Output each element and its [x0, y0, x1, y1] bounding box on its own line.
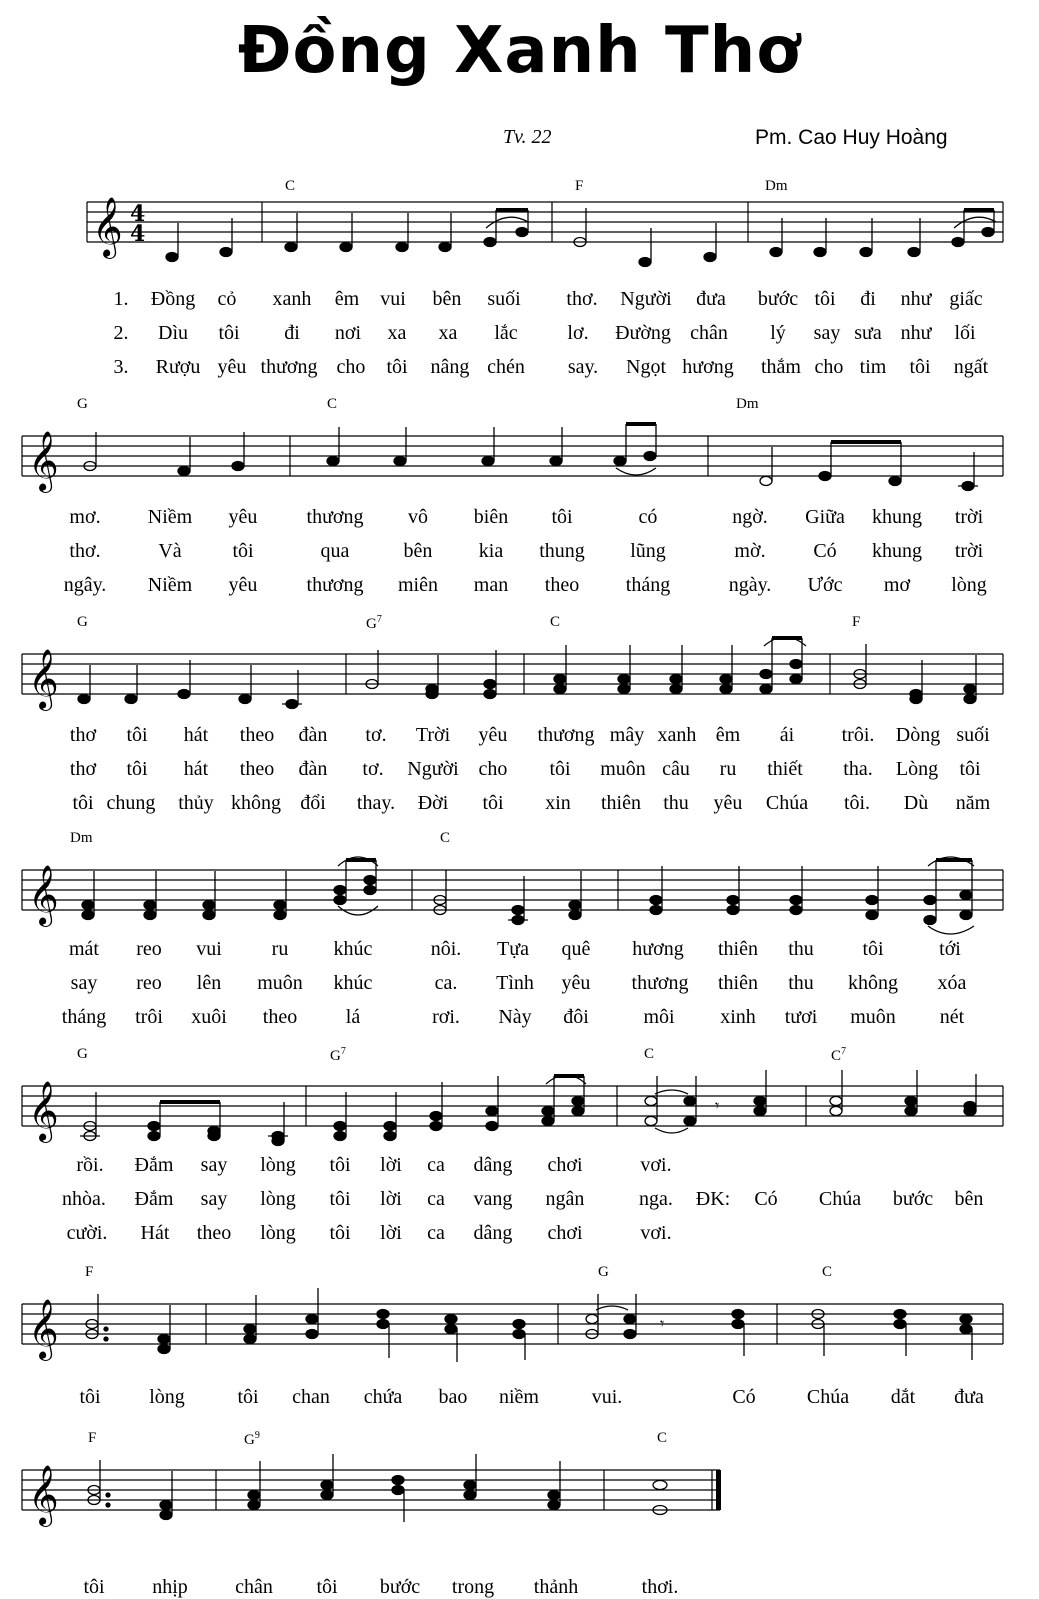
lyric-syllable: câu	[662, 758, 690, 780]
lyric-syllable: Đắm	[134, 1188, 174, 1210]
lyric-syllable: tôi	[551, 506, 573, 528]
lyric-syllable: 3.	[113, 356, 129, 378]
lyric-syllable: thu	[788, 972, 814, 994]
lyric-syllable: cười.	[66, 1222, 108, 1244]
lyric-syllable: Có	[732, 1386, 756, 1408]
lyric-syllable: năm	[955, 792, 991, 814]
lyric-syllable: lơ.	[567, 322, 589, 344]
lyric-syllable: ca	[427, 1222, 445, 1244]
lyric-syllable: ngờ.	[732, 506, 768, 528]
lyric-syllable: mây	[609, 724, 645, 746]
lyric-syllable: theo	[239, 724, 275, 746]
lyric-syllable: nhòa.	[62, 1188, 106, 1210]
lyric-syllable: Chúa	[818, 1188, 862, 1210]
composer-credit: Pm. Cao Huy Hoàng	[755, 126, 948, 149]
lyric-syllable: Rượu	[155, 356, 201, 378]
lyric-syllable: Niềm	[147, 506, 193, 528]
lyric-syllable: đổi	[300, 792, 326, 814]
lyric-syllable: tôi	[329, 1154, 351, 1176]
lyric-syllable: chân	[690, 322, 728, 344]
lyric-syllable: tôi	[549, 758, 571, 780]
lyric-syllable: say	[70, 972, 98, 994]
lyric-syllable: cho	[478, 758, 508, 780]
lyric-syllable: lối	[954, 322, 976, 344]
lyric-syllable: đàn	[298, 758, 328, 780]
lyric-syllable: nôi.	[430, 938, 462, 960]
lyric-syllable: Ngọt	[626, 356, 666, 378]
lyric-syllable: tôi	[126, 758, 148, 780]
lyric-syllable: thu	[663, 792, 689, 814]
lyric-syllable: lòng	[260, 1154, 296, 1176]
lyric-syllable: dâng	[473, 1154, 513, 1176]
chord-symbol: F	[85, 1264, 94, 1280]
lyric-syllable: Và	[158, 540, 182, 562]
lyric-syllable: xa	[438, 322, 458, 344]
lyric-syllable: say	[200, 1188, 228, 1210]
lyric-syllable: tôi	[482, 792, 504, 814]
lyric-syllable: vô	[408, 506, 428, 528]
lyric-syllable: ca	[427, 1154, 445, 1176]
lyric-syllable: Đồng	[150, 288, 196, 310]
svg-text:𝄾: 𝄾	[660, 1316, 665, 1333]
lyric-syllable: khung	[872, 540, 922, 562]
lyric-syllable: quê	[561, 938, 591, 960]
lyric-syllable: Hát	[140, 1222, 170, 1244]
chord-symbol: Dm	[765, 178, 788, 194]
treble-clef-icon: 𝄞	[28, 1081, 59, 1141]
chord-symbol: F	[575, 178, 584, 194]
music-system-5	[0, 1046, 1039, 1246]
staff-4	[0, 830, 1039, 940]
lyric-syllable: Tựa	[497, 938, 529, 960]
lyric-syllable: đàn	[298, 724, 328, 746]
lyric-syllable: tháng	[625, 574, 671, 596]
lyric-syllable: 2.	[113, 322, 129, 344]
staff-6	[0, 1264, 1039, 1374]
lyric-syllable: Trời	[415, 724, 451, 746]
lyric-syllable: cho	[814, 356, 844, 378]
chord-symbol: $C^7$	[831, 1046, 847, 1064]
chord-symbol: Dm	[70, 830, 93, 846]
lyric-syllable: nét	[939, 1006, 965, 1028]
lyric-syllable: Này	[498, 1006, 532, 1028]
lyric-syllable: cỏ	[217, 288, 237, 310]
lyric-syllable: nâng	[430, 356, 470, 378]
chord-symbol: G	[77, 396, 88, 412]
lyric-syllable: thay.	[356, 792, 396, 814]
lyric-syllable: ca.	[434, 972, 458, 994]
lyric-syllable: bên	[432, 288, 462, 310]
lyric-syllable: xanh	[657, 724, 697, 746]
chord-symbol: $G^9$	[244, 1430, 260, 1448]
lyric-syllable: thắm	[761, 356, 801, 378]
lyric-syllable: môi	[643, 1006, 675, 1028]
lyric-syllable: lời	[380, 1154, 402, 1176]
lyric-syllable: cho	[336, 356, 366, 378]
lyric-syllable: chén	[487, 356, 525, 378]
lyric-syllable: tôi	[83, 1576, 105, 1598]
lyric-syllable: xuôi	[191, 1006, 227, 1028]
lyric-syllable: thủy	[178, 792, 214, 814]
lyric-syllable: thơ	[69, 758, 97, 780]
treble-clef-icon: 𝄞	[28, 431, 59, 491]
lyric-syllable: tôi.	[843, 792, 871, 814]
notes-1	[166, 208, 996, 267]
lyric-syllable: Dù	[903, 792, 929, 814]
lyric-syllable: Người	[407, 758, 459, 780]
lyric-syllable: theo	[196, 1222, 232, 1244]
psalm-reference: Tv. 22	[503, 126, 552, 148]
lyric-syllable: tôi	[126, 724, 148, 746]
lyric-syllable: không	[848, 972, 898, 994]
lyric-syllable: ái	[779, 724, 795, 746]
lyric-syllable: dâng	[473, 1222, 513, 1244]
chord-symbol: G	[598, 1264, 609, 1280]
final-barline	[716, 1470, 721, 1510]
lyric-syllable: theo	[262, 1006, 298, 1028]
lyric-syllable: trời	[954, 506, 984, 528]
lyric-syllable: đôi	[563, 1006, 589, 1028]
lyric-syllable: bước	[757, 288, 799, 310]
lyric-syllable: mơ	[883, 574, 911, 596]
lyric-syllable: qua	[320, 540, 350, 562]
lyric-syllable: hát	[183, 758, 209, 780]
chord-symbol: C	[285, 178, 296, 194]
lyric-syllable: thương	[631, 972, 689, 994]
chord-symbol: F	[88, 1430, 97, 1446]
lyric-syllable: ĐK:	[695, 1188, 731, 1210]
music-system-2	[0, 396, 1039, 596]
lyric-syllable: đi	[860, 288, 876, 310]
lyric-syllable: thơ.	[69, 540, 101, 562]
lyric-syllable: Chúa	[765, 792, 809, 814]
music-system-4	[0, 830, 1039, 1030]
lyric-syllable: thơi.	[641, 1576, 679, 1598]
lyric-syllable: Giữa	[805, 506, 845, 528]
lyric-syllable: trong	[451, 1576, 495, 1598]
lyric-syllable: rồi.	[76, 1154, 104, 1176]
lyric-syllable: lòng	[951, 574, 987, 596]
lyric-syllable: tôi	[386, 356, 408, 378]
lyric-syllable: bên	[403, 540, 433, 562]
lyric-syllable: tôi	[232, 540, 254, 562]
lyric-syllable: thảnh	[533, 1576, 579, 1598]
lyric-syllable: niềm	[499, 1386, 539, 1408]
lyric-syllable: chung	[106, 792, 156, 814]
lyric-syllable: Niềm	[147, 574, 193, 596]
staff-2	[0, 396, 1039, 506]
chord-symbol: C	[550, 614, 561, 630]
lyric-syllable: ru	[719, 758, 737, 780]
time-signature-top: 4	[130, 201, 146, 227]
lyric-syllable: muôn	[600, 758, 646, 780]
lyric-syllable: Dòng	[895, 724, 941, 746]
lyric-syllable: thiên	[601, 792, 641, 814]
lyric-syllable: êm	[715, 724, 741, 746]
lyric-syllable: hương	[632, 938, 684, 960]
lyric-syllable: Ước	[807, 574, 843, 596]
lyric-syllable: thiên	[718, 938, 758, 960]
lyric-syllable: nga.	[639, 1188, 673, 1210]
lyric-syllable: thiết	[767, 758, 803, 780]
lyric-syllable: ngân	[545, 1188, 585, 1210]
lyric-syllable: lý	[770, 322, 786, 344]
lyric-syllable: trôi.	[841, 724, 875, 746]
lyric-syllable: không	[231, 792, 281, 814]
lyric-syllable: mát	[69, 938, 99, 960]
lyric-syllable: say	[813, 322, 841, 344]
lyric-syllable: thiên	[718, 972, 758, 994]
lyric-syllable: tôi	[72, 792, 94, 814]
lyric-syllable: tơ.	[362, 758, 384, 780]
lyric-syllable: yêu	[478, 724, 508, 746]
staff-3	[0, 614, 1039, 724]
chord-symbol: Dm	[736, 396, 759, 412]
lyric-syllable: thương	[306, 574, 364, 596]
lyric-syllable: chân	[235, 1576, 273, 1598]
staff-1	[0, 178, 1039, 288]
lyric-syllable: tôi	[316, 1576, 338, 1598]
lyric-syllable: chan	[292, 1386, 330, 1408]
lyric-syllable: xóa	[937, 972, 967, 994]
lyric-syllable: có	[638, 506, 658, 528]
lyric-syllable: yêu	[228, 574, 258, 596]
chord-symbol: $G^7$	[366, 614, 382, 632]
lyric-syllable: mờ.	[734, 540, 766, 562]
lyric-syllable: lòng	[149, 1386, 185, 1408]
lyric-syllable: yêu	[561, 972, 591, 994]
lyric-syllable: dắt	[890, 1386, 916, 1408]
lyric-syllable: yêu	[713, 792, 743, 814]
lyric-syllable: theo	[544, 574, 580, 596]
lyric-syllable: lũng	[630, 540, 666, 562]
chord-symbol: G	[77, 614, 88, 630]
chord-symbol: C	[644, 1046, 655, 1062]
lyric-syllable: muôn	[850, 1006, 896, 1028]
lyric-syllable: tôi	[329, 1188, 351, 1210]
lyric-syllable: tôi	[79, 1386, 101, 1408]
svg-text:𝄾: 𝄾	[715, 1098, 720, 1115]
lyric-syllable: lời	[380, 1222, 402, 1244]
lyric-syllable: tơ.	[365, 724, 387, 746]
lyric-syllable: ca	[427, 1188, 445, 1210]
lyric-syllable: vơi.	[640, 1154, 672, 1176]
lyric-syllable: Tình	[496, 972, 534, 994]
lyric-syllable: ngây.	[63, 574, 107, 596]
lyric-syllable: thương	[306, 506, 364, 528]
lyric-syllable: kia	[478, 540, 504, 562]
lyric-syllable: vang	[473, 1188, 513, 1210]
lyric-syllable: tháng	[61, 1006, 107, 1028]
lyric-syllable: thương	[260, 356, 318, 378]
lyric-syllable: lên	[196, 972, 222, 994]
lyric-syllable: tôi	[814, 288, 836, 310]
music-system-3	[0, 614, 1039, 814]
lyric-syllable: Đắm	[134, 1154, 174, 1176]
lyric-syllable: say.	[567, 356, 599, 378]
lyric-syllable: lắc	[494, 322, 518, 344]
staff-5	[0, 1046, 1039, 1156]
lyric-syllable: vui.	[591, 1386, 623, 1408]
lyric-syllable: Có	[813, 540, 837, 562]
lyric-syllable: bao	[438, 1386, 468, 1408]
lyric-syllable: hát	[183, 724, 209, 746]
lyric-syllable: miên	[398, 574, 438, 596]
lyric-syllable: nơi	[334, 322, 362, 344]
treble-clef-icon: 𝄞	[28, 865, 59, 925]
staff-7	[0, 1430, 1039, 1540]
lyric-syllable: xinh	[720, 1006, 756, 1028]
lyric-syllable: suối	[487, 288, 521, 310]
lyric-syllable: thơ.	[566, 288, 598, 310]
lyric-syllable: vui	[196, 938, 222, 960]
music-system-6	[0, 1264, 1039, 1424]
lyric-syllable: muôn	[257, 972, 303, 994]
lyric-syllable: yêu	[217, 356, 247, 378]
lyric-syllable: tôi	[909, 356, 931, 378]
chord-symbol: C	[440, 830, 451, 846]
lyric-syllable: 1.	[113, 288, 129, 310]
lyric-syllable: khúc	[333, 938, 373, 960]
lyric-syllable: trôi	[135, 1006, 163, 1028]
lyric-syllable: đưa	[696, 288, 726, 310]
lyric-syllable: say	[200, 1154, 228, 1176]
lyric-syllable: tôi	[237, 1386, 259, 1408]
lyric-syllable: Có	[754, 1188, 778, 1210]
lyric-syllable: lá	[345, 1006, 361, 1028]
chord-symbol: C	[657, 1430, 668, 1446]
chord-symbol: F	[852, 614, 861, 630]
time-signature-bottom: 4	[130, 221, 146, 247]
lyric-syllable: vui	[380, 288, 406, 310]
chord-symbol: C	[822, 1264, 833, 1280]
lyric-syllable: Đời	[417, 792, 449, 814]
lyric-syllable: man	[473, 574, 509, 596]
lyric-syllable: ngất	[953, 356, 989, 378]
lyric-syllable: Dìu	[158, 322, 188, 344]
lyric-syllable: ru	[271, 938, 289, 960]
lyric-syllable: nhịp	[152, 1576, 188, 1598]
lyric-syllable: chơi	[547, 1222, 583, 1244]
lyric-syllable: tôi	[218, 322, 240, 344]
lyric-syllable: reo	[136, 938, 162, 960]
treble-clef-icon: 𝄞	[28, 649, 59, 709]
lyric-syllable: biên	[473, 506, 509, 528]
song-title: Đồng Xanh Thơ	[237, 14, 802, 88]
lyric-syllable: xin	[545, 792, 571, 814]
chord-symbol: $G^7$	[330, 1046, 346, 1064]
chord-symbol: G	[77, 1046, 88, 1062]
lyric-syllable: suối	[956, 724, 990, 746]
lyric-syllable: tôi	[959, 758, 981, 780]
lyric-syllable: như	[900, 322, 932, 344]
lyric-syllable: trời	[954, 540, 984, 562]
lyric-syllable: lòng	[260, 1222, 296, 1244]
lyric-syllable: Lòng	[895, 758, 939, 780]
lyric-syllable: thơ	[69, 724, 97, 746]
lyric-syllable: Đường	[615, 322, 671, 344]
treble-clef-icon: 𝄞	[92, 197, 123, 257]
lyric-syllable: bên	[954, 1188, 984, 1210]
lyric-syllable: tới	[939, 938, 961, 960]
lyric-syllable: tươi	[784, 1006, 818, 1028]
lyric-syllable: lời	[380, 1188, 402, 1210]
lyric-syllable: xa	[387, 322, 407, 344]
lyric-syllable: tha.	[843, 758, 873, 780]
lyric-syllable: yêu	[228, 506, 258, 528]
lyric-syllable: giấc	[949, 288, 983, 310]
lyric-syllable: thu	[788, 938, 814, 960]
lyric-syllable: đưa	[954, 1386, 984, 1408]
lyric-syllable: bước	[892, 1188, 934, 1210]
lyric-syllable: tim	[859, 356, 887, 378]
lyric-syllable: tôi	[329, 1222, 351, 1244]
lyric-syllable: khung	[872, 506, 922, 528]
lyric-syllable: sưa	[854, 322, 882, 344]
lyric-syllable: chứa	[363, 1386, 403, 1408]
treble-clef-icon: 𝄞	[28, 1465, 59, 1525]
lyric-syllable: mơ.	[69, 506, 101, 528]
lyric-syllable: ngày.	[728, 574, 772, 596]
lyric-syllable: xanh	[272, 288, 312, 310]
lyric-syllable: bước	[379, 1576, 421, 1598]
lyric-syllable: đi	[284, 322, 300, 344]
lyric-syllable: Chúa	[806, 1386, 850, 1408]
music-system-1	[0, 178, 1039, 378]
lyric-syllable: hương	[682, 356, 734, 378]
lyric-syllable: reo	[136, 972, 162, 994]
lyric-syllable: chơi	[547, 1154, 583, 1176]
music-system-7	[0, 1430, 1039, 1598]
lyric-syllable: khúc	[333, 972, 373, 994]
lyric-syllable: như	[900, 288, 932, 310]
chord-symbol: C	[327, 396, 338, 412]
lyric-syllable: thung	[539, 540, 585, 562]
lyric-syllable: theo	[239, 758, 275, 780]
lyric-syllable: thương	[537, 724, 595, 746]
lyric-syllable: êm	[334, 288, 360, 310]
lyric-syllable: rơi.	[432, 1006, 460, 1028]
lyric-syllable: lòng	[260, 1188, 296, 1210]
lyric-syllable: tôi	[862, 938, 884, 960]
treble-clef-icon: 𝄞	[28, 1299, 59, 1359]
lyric-syllable: Người	[620, 288, 672, 310]
lyric-syllable: vơi.	[640, 1222, 672, 1244]
